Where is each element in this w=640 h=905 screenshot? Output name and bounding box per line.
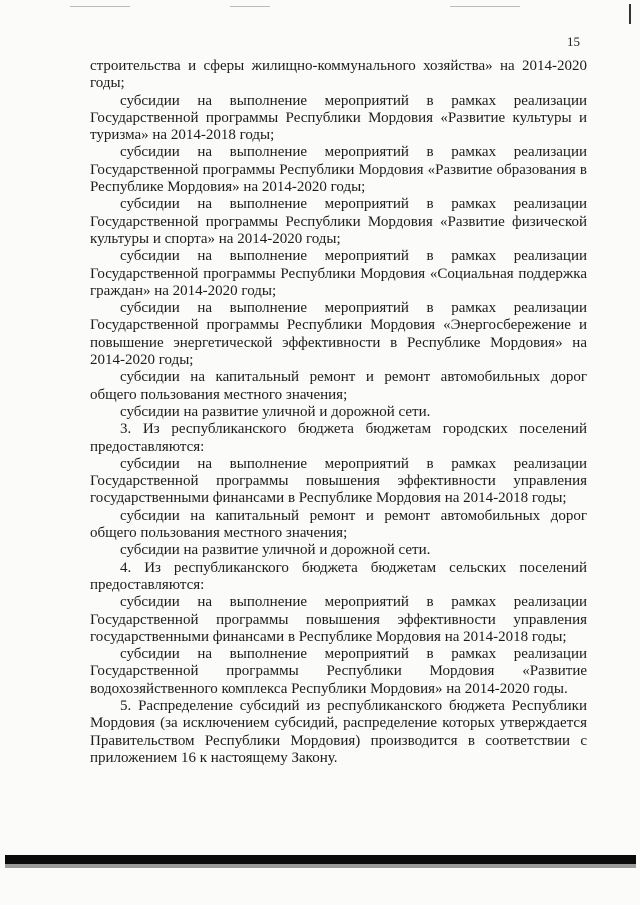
scan-smudge	[230, 6, 270, 7]
scan-smudge	[70, 6, 130, 7]
paragraph: субсидии на выполнение мероприятий в рамках реализации Государственной программы повышения эффективности управления государственными финансами в Республике Мордовия на 2014-2018 годы;	[90, 594, 587, 645]
paragraph: субсидии на капитальный ремонт и ремонт автомобильных дорог общего пользования местного значения;	[90, 369, 587, 403]
scan-margin-mark	[629, 4, 631, 24]
paragraph: субсидии на выполнение мероприятий в рамках реализации Государственной программы повышения эффективности управления государственными финансами в Республике Мордовия на 2014-2018 годы;	[90, 455, 587, 507]
paragraph: 3. Из республиканского бюджета бюджетам городских поселений предоставляются:	[90, 421, 587, 455]
paragraph: субсидии на выполнение мероприятий в рамках реализации Государственной программы Республики Мордовия «Энергосбережение и повышение энергетической эффективности в Республике Мордовия» на 2014-2020 годы;	[90, 300, 587, 369]
paragraph: субсидии на выполнение мероприятий в рамках реализации Государственной программы Республики Мордовия «Развитие физической культуры и спорта» на 2014-2020 годы;	[90, 196, 587, 247]
paragraph: субсидии на капитальный ремонт и ремонт автомобильных дорог общего пользования местного значения;	[90, 507, 587, 542]
paragraph: субсидии на развитие уличной и дорожной сети.	[120, 403, 431, 420]
page-number: 15	[567, 34, 580, 49]
document-body	[90, 58, 587, 767]
paragraph: субсидии на выполнение мероприятий в рамках реализации Государственной программы Республики Мордовия «Развитие культуры и туризма» на 2014-2018 годы;	[90, 92, 587, 144]
paragraph: строительства и сферы жилищно-коммунального хозяйства» на 2014-2020 годы;	[90, 58, 587, 92]
paragraph: 5. Распределение субсидий из республиканского бюджета Республики Мордовия (за исключением субсидий, распределение которых утверждается Правительством Республики Мордовия) производится в соответствии с приложением 16 к настоящему Закону.	[90, 697, 587, 766]
scan-bottom-border	[5, 855, 636, 864]
scan-smudge	[450, 6, 520, 7]
paragraph: 4. Из республиканского бюджета бюджетам сельских поселений предоставляются:	[90, 559, 587, 593]
paragraph: субсидии на развитие уличной и дорожной сети.	[120, 542, 431, 559]
paragraph: субсидии на выполнение мероприятий в рамках реализации Государственной программы Республики Мордовия «Социальная поддержка граждан» на 2014-2020 годы;	[90, 248, 587, 299]
paragraph: субсидии на выполнение мероприятий в рамках реализации Государственной программы Республики Мордовия «Развитие водохозяйственного комплекса Республики Мордовия» на 2014-2020 годы.	[90, 646, 587, 697]
scan-bottom-shadow	[5, 864, 636, 868]
paragraph: субсидии на выполнение мероприятий в рамках реализации Государственной программы Республики Мордовия «Развитие образования в Республике Мордовия» на 2014-2020 годы;	[90, 144, 587, 196]
